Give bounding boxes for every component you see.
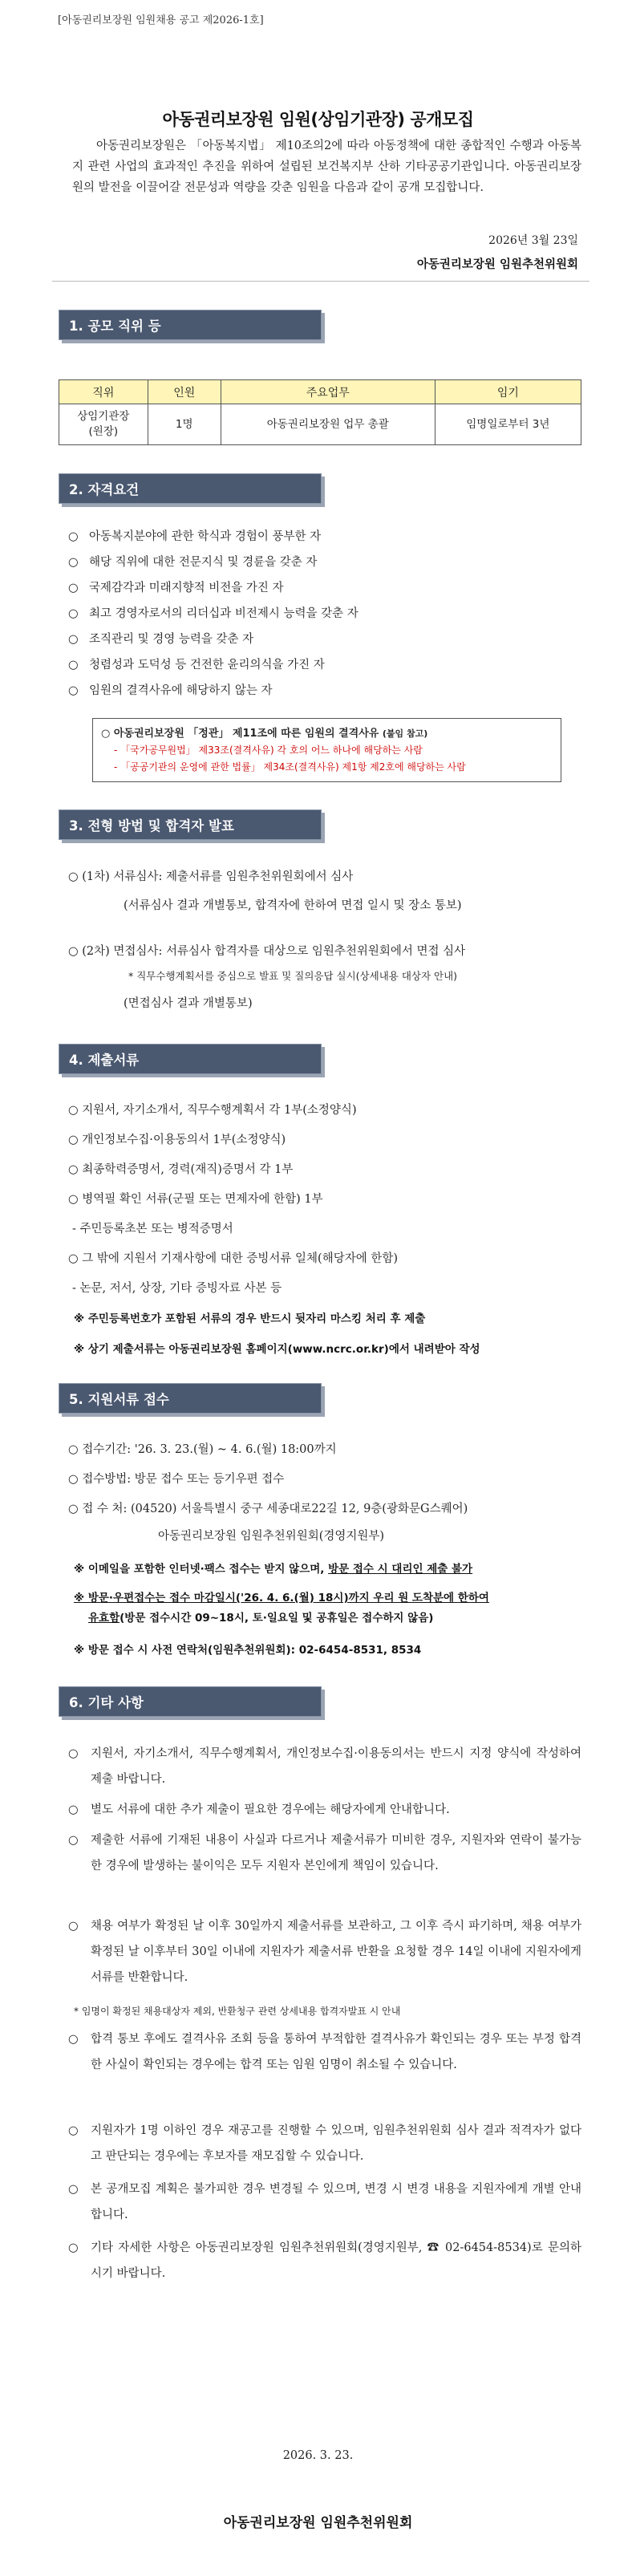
footer-date: 2026. 3. 23. — [282, 2449, 354, 2462]
bullet-marker: ○ — [68, 2033, 79, 2046]
footer-organization: 아동권리보장원 임원추천위원회 — [223, 2515, 413, 2531]
selection-step-2: ○ (2차) 면접심사: 서류심사 합격자를 대상으로 임원추천위원회에서 면접 심사 — [68, 945, 466, 958]
list-item: ○ 지원서, 자기소개서, 직무수행계획서, 개인정보수집·이용동의서는 반드시 지정 양식에 작성하여 제출 바랍니다. — [68, 1741, 581, 1792]
table-header: 주요업무 — [221, 380, 435, 404]
bullet-marker: ○ — [68, 582, 79, 594]
bullet-marker: ○ — [68, 659, 79, 671]
list-item: ○ 합격 통보 후에도 결격사유 조회 등을 통하여 부적합한 결격사유가 확인되는 경우 또는 부정 합격한 사실이 확인되는 경우에는 합격 또는 임원 임명이 취소될 수 있습니다. — [68, 2026, 581, 2078]
table-cell: 상임기관장 (원장) — [59, 404, 148, 445]
section-header-selection: 3. 전형 방법 및 합격자 발표 — [59, 809, 322, 840]
table-header: 직위 — [59, 380, 148, 404]
bullet-marker: ○ — [68, 1920, 79, 1933]
table-cell: 아동권리보장원 업무 총괄 — [221, 404, 435, 445]
bullet-marker: ○ — [68, 2241, 79, 2254]
list-item: ○ 청렴성과 도덕성 등 건전한 윤리의식을 가진 자 — [68, 659, 325, 671]
bullet-marker: ○ — [68, 530, 79, 543]
submission-note-2: ※ 방문·우편접수는 접수 마감일시('26. 4. 6.(월) 18시)까지 우리 원 도착분에 한하여 — [74, 1592, 489, 1604]
submission-address-dept: 아동권리보장원 임원추천위원회(경영지원부) — [158, 1530, 385, 1543]
bullet-marker: ○ — [68, 1834, 79, 1847]
section-header-other: 6. 기타 사항 — [59, 1686, 322, 1717]
section-header-documents: 4. 제출서류 — [59, 1044, 322, 1074]
list-item: ○ 최고 경영자로서의 리더십과 비전제시 능력을 갖춘 자 — [68, 607, 359, 620]
list-item: ○ 아동복지분야에 관한 학식과 경험이 풍부한 자 — [68, 530, 322, 543]
list-item: ○ 제출한 서류에 기재된 내용이 사실과 다르거나 제출서류가 미비한 경우, 지원자와 연락이 불가능한 경우에 발생하는 불이익은 모두 지원자 본인에게 책임이 있습니다. — [68, 1828, 581, 1879]
submission-note-2-cont: 유효함(방문 접수시간 09~18시, 토·일요일 및 공휴일은 접수하지 않음) — [88, 1612, 434, 1625]
submission-contact-note: ※ 방문 접수 시 사전 연락처(임원추천위원회): 02-6454-8531, 8534 — [74, 1644, 422, 1657]
table-header: 임기 — [435, 380, 581, 404]
section-header-position: 1. 공모 직위 등 — [59, 310, 322, 340]
position-table — [59, 379, 581, 445]
list-item: ○ 국제감각과 미래지향적 비전을 가진 자 — [68, 582, 284, 594]
document-note: ※ 상기 제출서류는 아동권리보장원 홈페이지(www.ncrc.or.kr)에서 내려받아 작성 — [74, 1343, 480, 1356]
disqualification-item: - 「공공기관의 운영에 관한 법률」 제34조(결격사유) 제1항 제2호에 해당하는 사람 — [114, 761, 466, 773]
table-cell: 임명일로부터 3년 — [435, 404, 581, 445]
document-item: ○ 최종학력증명서, 경력(재직)증명서 각 1부 — [68, 1163, 294, 1176]
document-item: ○ 병역필 확인 서류(군필 또는 면제자에 한함) 1부 — [68, 1193, 323, 1206]
intro-paragraph: 아동권리보장원은 「아동복지법」 제10조의2에 따라 아동정책에 대한 종합적인 수행과 아동복지 관련 사업의 효과적인 추진을 위하여 설립된 보건복지부 산하 기타공공기관입니다. 아동권리보장원의 발전을 이끌어갈 전문성과 역량을 갖춘 임원을 다음과 같이 공개 모집합니다. — [72, 140, 581, 194]
divider — [52, 281, 589, 282]
bullet-marker: ○ — [68, 2124, 79, 2137]
bullet-marker: ○ — [68, 1803, 79, 1816]
document-note: ※ 주민등록번호가 포함된 서류의 경우 반드시 뒷자리 마스킹 처리 후 제출 — [74, 1312, 426, 1325]
document-subitem: - 주민등록초본 또는 병적증명서 — [72, 1223, 233, 1235]
notice-number: [아동권리보장원 임원채용 공고 제2026-1호] — [58, 14, 264, 26]
list-item: ○ 지원자가 1명 이하인 경우 재공고를 진행할 수 있으며, 임원추천위원회 심사 결과 적격자가 없다고 판단되는 경우에는 후보자를 재모집할 수 있습니다. — [68, 2118, 581, 2169]
disqualification-title: ○ 아동권리보장원 「정관」 제11조에 따른 임원의 결격사유 (붙임 참고) — [101, 728, 428, 740]
list-item: ○ 조직관리 및 경영 능력을 갖춘 자 — [68, 633, 254, 646]
section-header-submission: 5. 지원서류 접수 — [59, 1383, 322, 1414]
announcing-organization: 아동권리보장원 임원추천위원회 — [416, 258, 578, 271]
others-note: * 임명이 확정된 채용대상자 제외, 반환청구 관련 상세내용 합격자발표 시 안내 — [74, 2006, 401, 2017]
bullet-marker: ○ — [68, 556, 79, 569]
document-item: ○ 지원서, 자기소개서, 직무수행계획서 각 1부(소정양식) — [68, 1104, 357, 1117]
section-header-qualifications: 2. 자격요건 — [59, 473, 322, 504]
submission-address: ○ 접 수 처: (04520) 서울특별시 중구 세종대로22길 12, 9층(광화문G스퀘어) — [68, 1503, 468, 1515]
document-item: ○ 개인정보수집·이용동의서 1부(소정양식) — [68, 1134, 286, 1146]
document-subitem: - 논문, 저서, 상장, 기타 증빙자료 사본 등 — [72, 1282, 282, 1295]
submission-method: ○ 접수방법: 방문 접수 또는 등기우편 접수 — [68, 1473, 285, 1486]
table-header: 인원 — [148, 380, 221, 404]
bullet-marker: ○ — [68, 633, 79, 646]
list-item: ○ 임원의 결격사유에 해당하지 않는 자 — [68, 684, 273, 697]
list-item: ○ 채용 여부가 확정된 날 이후 30일까지 제출서류를 보관하고, 그 이후 즉시 파기하며, 채용 여부가 확정된 날 이후부터 30일 이내에 지원자가 제출서류 반환을 요청할 경우 14일 이내에 지원자에게 서류를 반환합니다. — [68, 1913, 581, 1990]
selection-step-2-sub: * 직무수행계획서를 중심으로 발표 및 질의응답 실시(상세내용 대상자 안내) — [128, 970, 458, 982]
submission-note-1: ※ 이메일을 포함한 인터넷·팩스 접수는 받지 않으며, 방문 접수 시 대리인 제출 불가 — [74, 1563, 473, 1576]
list-item: ○ 기타 자세한 사항은 아동권리보장원 임원추천위원회(경영지원부, ☎ 02-6454-8534)로 문의하시기 바랍니다. — [68, 2235, 581, 2286]
table-cell: 1명 — [148, 404, 221, 445]
selection-step-2-note: (면접심사 결과 개별통보) — [124, 997, 253, 1010]
disqualification-item: - 「국가공무원법」 제33조(결격사유) 각 호의 어느 하나에 해당하는 사람 — [114, 744, 423, 756]
bullet-marker: ○ — [68, 1747, 79, 1760]
bullet-marker: ○ — [68, 2183, 79, 2196]
bullet-marker: ○ — [68, 607, 79, 620]
selection-step-1: ○ (1차) 서류심사: 제출서류를 임원추천위원회에서 심사 — [68, 870, 354, 883]
announcement-date: 2026년 3월 23일 — [488, 234, 578, 247]
bullet-marker: ○ — [68, 684, 79, 697]
submission-period: ○ 접수기간: '26. 3. 23.(월) ~ 4. 6.(월) 18:00까지 — [68, 1443, 337, 1456]
list-item: ○ 해당 직위에 대한 전문지식 및 경륜을 갖춘 자 — [68, 556, 318, 569]
table-row — [59, 404, 581, 445]
page-title: 아동권리보장원 임원(상임기관장) 공개모집 — [162, 110, 474, 129]
list-item: ○ 본 공개모집 계획은 불가피한 경우 변경될 수 있으며, 변경 시 변경 내용을 지원자에게 개별 안내합니다. — [68, 2176, 581, 2228]
selection-step-1-note: (서류심사 결과 개별통보, 합격자에 한하여 면접 일시 및 장소 통보) — [124, 899, 462, 912]
document-item: ○ 그 밖에 지원서 기재사항에 대한 증빙서류 일체(해당자에 한함) — [68, 1252, 399, 1265]
list-item: ○ 별도 서류에 대한 추가 제출이 필요한 경우에는 해당자에게 안내합니다. — [68, 1797, 581, 1823]
